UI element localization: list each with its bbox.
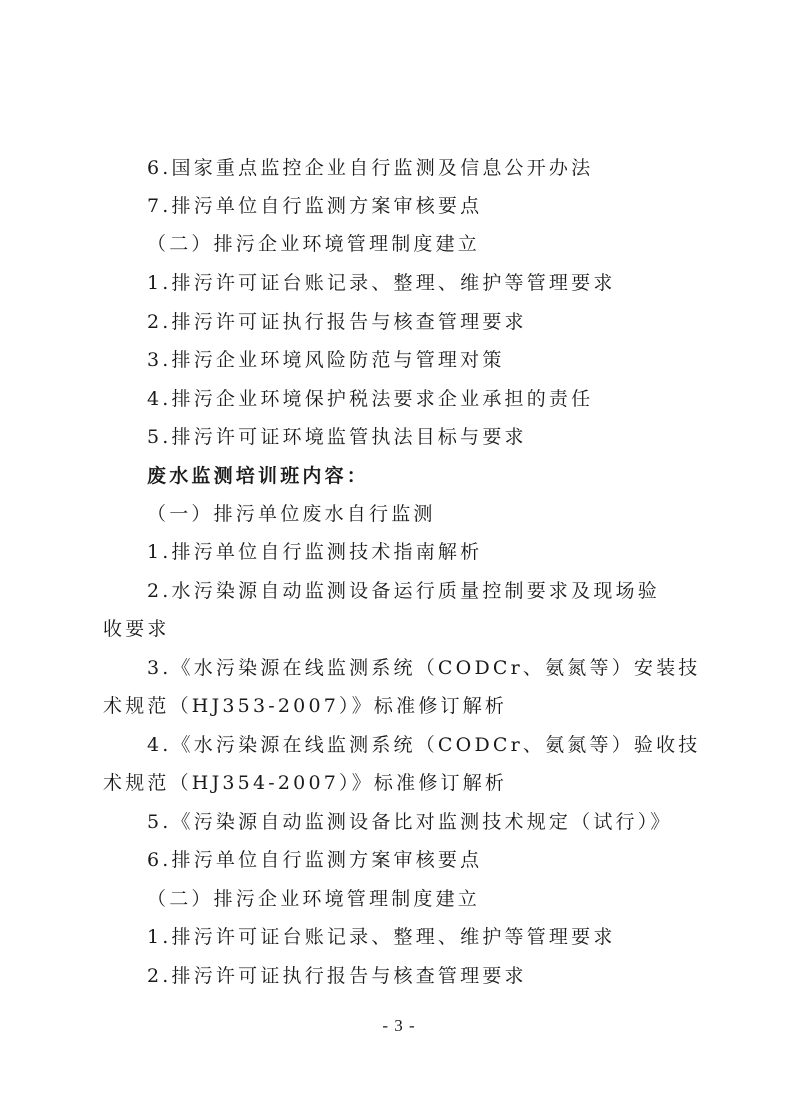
- list-item-monitoring-disclosure-method: 6.国家重点监控企业自行监测及信息公开办法: [147, 157, 594, 179]
- list-item-self-monitoring-plan-review: 7.排污单位自行监测方案审核要点: [147, 195, 483, 217]
- list-item-hj353-cont: 术规范（HJ353-2007）》标准修订解析: [103, 695, 508, 717]
- wastewater-training-heading: 废水监测培训班内容：: [147, 465, 370, 487]
- list-item-permit-report-2: 2.排污许可证执行报告与核查管理要求: [147, 965, 527, 987]
- section-heading-management-system-2: （二）排污企业环境管理制度建立: [147, 888, 481, 910]
- list-item-enforcement: 5.排污许可证环境监管执法目标与要求: [147, 426, 527, 448]
- list-item-automatic-monitoring-qc-cont: 收要求: [103, 618, 170, 640]
- list-item-permit-ledger-2: 1.排污许可证台账记录、整理、维护等管理要求: [147, 926, 616, 948]
- section-heading-management-system: （二）排污企业环境管理制度建立: [147, 233, 481, 255]
- list-item-hj353: 3.《水污染源在线监测系统（CODCr、氨氮等）安装技: [147, 657, 701, 679]
- list-item-automatic-monitoring-qc: 2.水污染源自动监测设备运行质量控制要求及现场验: [147, 580, 660, 602]
- list-item-permit-report: 2.排污许可证执行报告与核查管理要求: [147, 311, 527, 333]
- page-number: - 3 -: [382, 1016, 416, 1035]
- list-item-hj354: 4.《水污染源在线监测系统（CODCr、氨氮等）验收技: [147, 734, 701, 756]
- list-item-environmental-risk: 3.排污企业环境风险防范与管理对策: [147, 349, 505, 371]
- list-item-technical-guideline: 1.排污单位自行监测技术指南解析: [147, 541, 483, 563]
- list-item-plan-review-2: 6.排污单位自行监测方案审核要点: [147, 849, 483, 871]
- list-item-tax-law: 4.排污企业环境保护税法要求企业承担的责任: [147, 388, 594, 410]
- list-item-permit-ledger: 1.排污许可证台账记录、整理、维护等管理要求: [147, 272, 616, 294]
- list-item-comparison-monitoring: 5.《污染源自动监测设备比对监测技术规定（试行）》: [147, 811, 673, 833]
- section-heading-wastewater-self-monitoring: （一）排污单位废水自行监测: [147, 503, 436, 525]
- list-item-hj354-cont: 术规范（HJ354-2007）》标准修订解析: [103, 772, 508, 794]
